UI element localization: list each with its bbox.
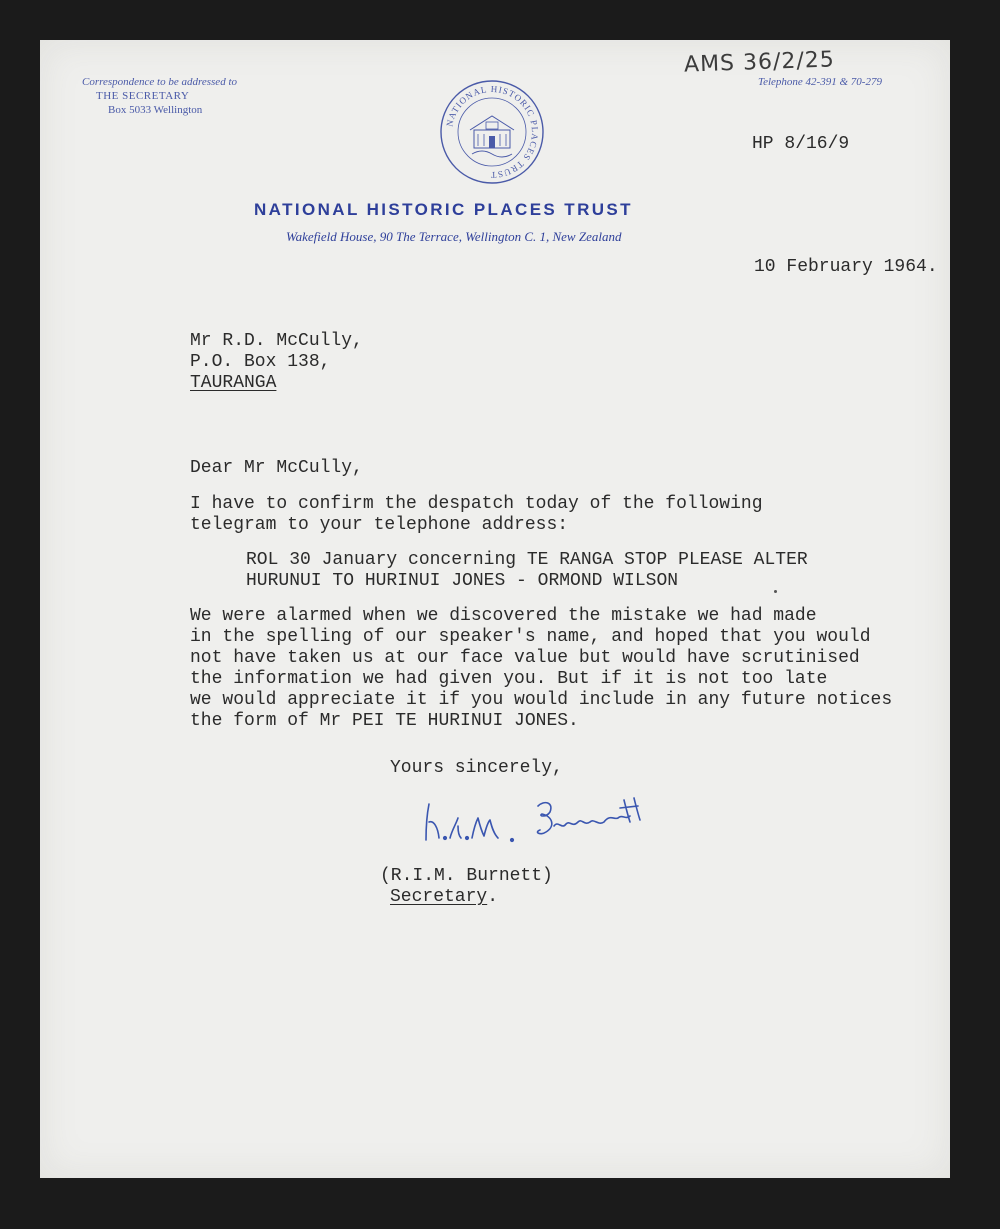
signatory-name: (R.I.M. Burnett) (380, 866, 553, 886)
signatory-title-punct: . (487, 887, 499, 907)
organization-address: Wakefield House, 90 The Terrace, Wellington C. 1, New Zealand (286, 229, 622, 244)
paragraph-line: telegram to your telephone address: (190, 515, 569, 535)
ink-speck (774, 590, 777, 593)
box-address: Box 5033 Wellington (108, 104, 203, 116)
letter-date: 10 February 1964. (754, 257, 938, 277)
paragraph-line: the information we had given you. But if it is not too late (190, 669, 828, 689)
recipient-city: TAURANGA (190, 373, 277, 393)
telegram-line: ROL 30 January concerning TE RANGA STOP PLEASE ALTER (246, 550, 808, 570)
file-reference: HP 8/16/9 (752, 134, 850, 154)
seal-logo-icon (438, 78, 546, 186)
paragraph-line: We were alarmed when we discovered the mistake we had made (190, 606, 817, 626)
handwritten-signature (412, 792, 682, 856)
correspondence-note: Correspondence to be addressed to (82, 76, 237, 88)
salutation: Dear Mr McCully, (190, 458, 363, 478)
paragraph-line: the form of Mr PEI TE HURINUI JONES. (190, 711, 579, 731)
organization-name: NATIONAL HISTORIC PLACES TRUST (254, 200, 633, 219)
paragraph-line: we would appreciate it if you would include in any future notices (190, 690, 893, 710)
paragraph-line: I have to confirm the despatch today of the following (190, 494, 763, 514)
paragraph-line: not have taken us at our face value but would have scrutinised (190, 648, 860, 668)
letter-page (40, 40, 950, 1178)
paragraph-line: in the spelling of our speaker's name, and hoped that you would (190, 627, 871, 647)
signatory-title (390, 887, 498, 907)
recipient-box: P.O. Box 138, (190, 352, 331, 372)
secretary-label: THE SECRETARY (96, 90, 190, 102)
svg-text:NATIONAL HISTORIC PLACES TRUST: NATIONAL HISTORIC PLACES TRUST (444, 83, 541, 181)
signatory-title-text: Secretary (390, 887, 488, 907)
archive-reference: AMS 36/2/25 (683, 47, 836, 78)
recipient-name: Mr R.D. McCully, (190, 331, 363, 351)
telegram-line: HURUNUI TO HURINUI JONES - ORMOND WILSON (246, 571, 679, 591)
telephone-number: Telephone 42-391 & 70-279 (758, 76, 882, 88)
closing: Yours sincerely, (390, 758, 563, 778)
